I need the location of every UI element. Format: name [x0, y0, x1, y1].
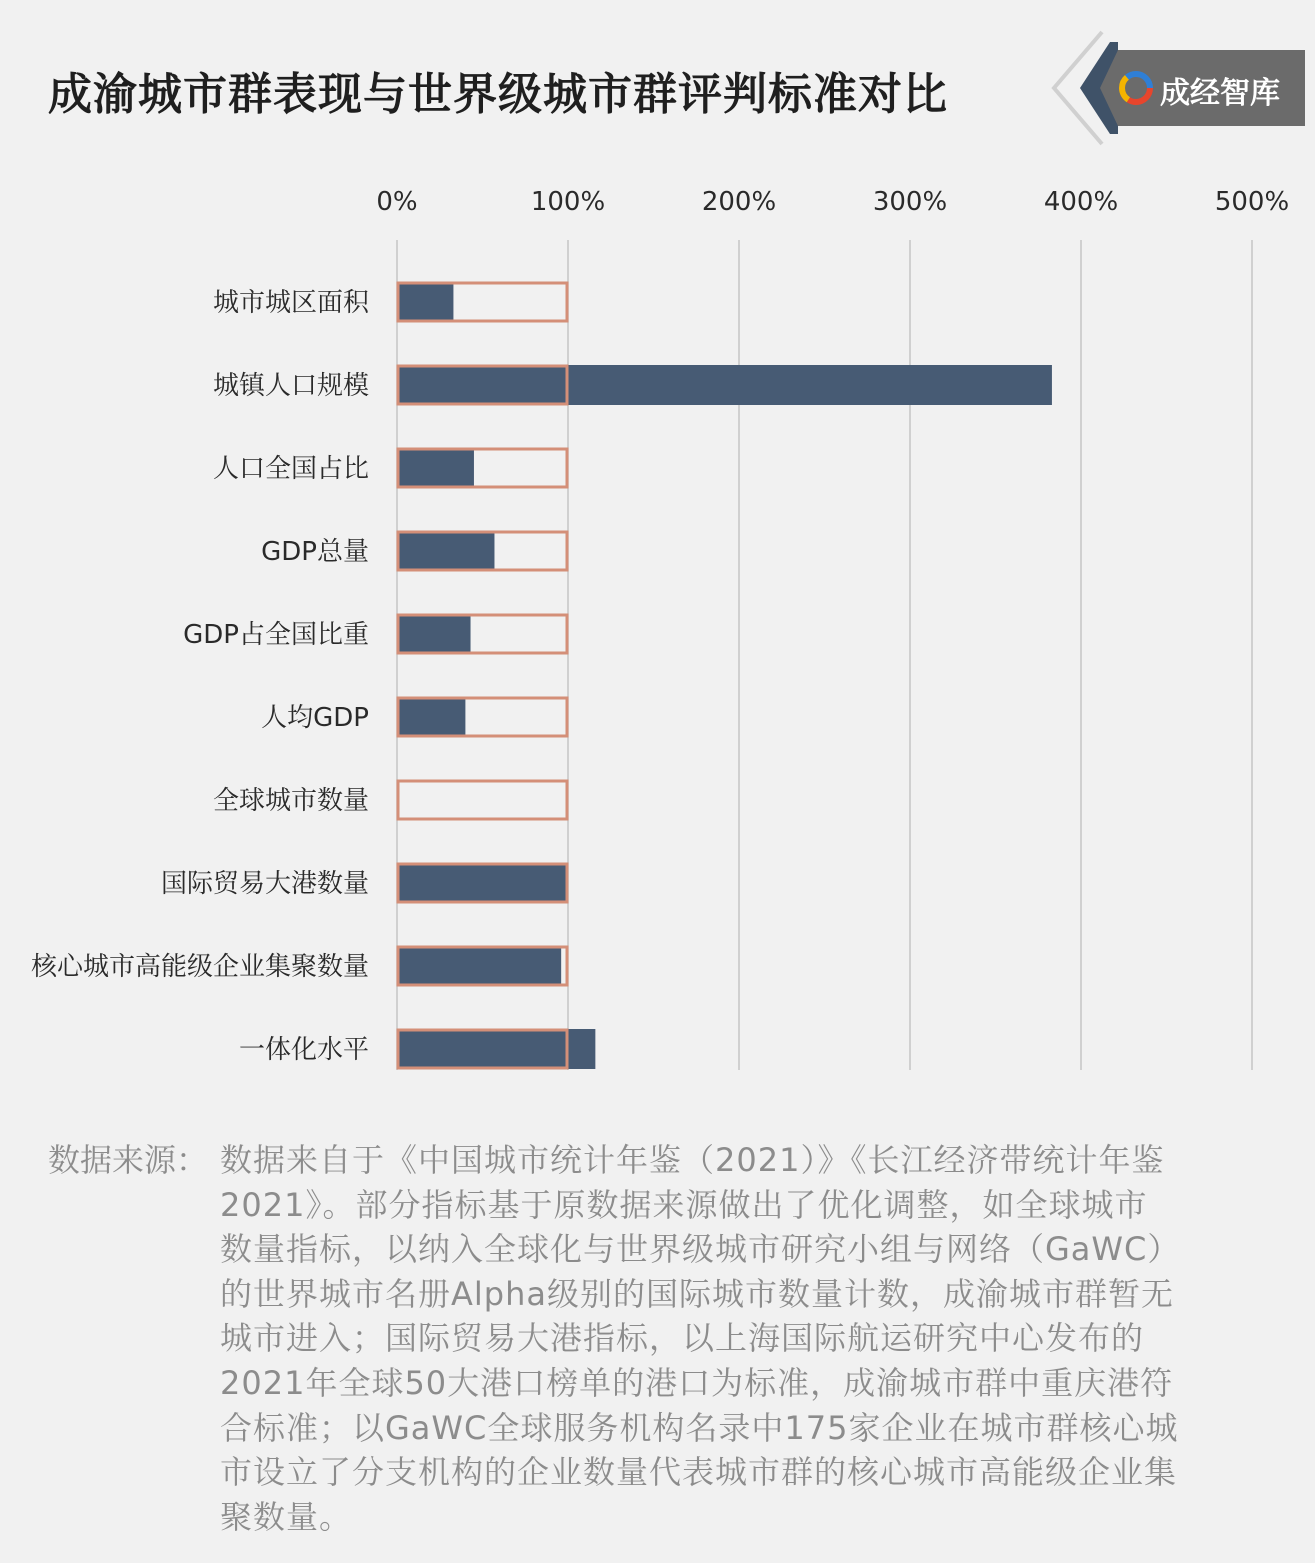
source-line: 合标准；以GaWC全球服务机构名录中175家企业在城市群核心城: [220, 1408, 1179, 1447]
page-title: 成渝城市群表现与世界级城市群评判标准对比: [48, 69, 948, 120]
source-line: 聚数量。: [220, 1497, 353, 1536]
x-axis-ticks: [376, 187, 1289, 217]
category-label: 城镇人口规模: [212, 371, 369, 401]
bar-actual: [398, 697, 465, 737]
x-tick-label: 100%: [530, 187, 606, 217]
source-text: [220, 1138, 1240, 1539]
x-tick-label: 0%: [376, 187, 418, 217]
category-label: 全球城市数量: [212, 786, 369, 816]
category-labels: [31, 288, 370, 1065]
category-label: 一体化水平: [238, 1035, 369, 1065]
bar-actual: [398, 365, 1052, 405]
bar-actual: [398, 531, 494, 571]
x-tick-label: 200%: [701, 187, 777, 217]
bars-layer: [398, 282, 1052, 1069]
category-label: 核心城市高能级企业集聚数量: [30, 952, 369, 982]
source-line: 2021年全球50大港口榜单的港口为标准，成渝城市群中重庆港符: [220, 1363, 1174, 1402]
bar-actual: [398, 946, 561, 986]
source-line: 2021》。部分指标基于原数据来源做出了优化调整，如全球城市: [220, 1185, 1148, 1224]
x-tick-label: 400%: [1043, 187, 1119, 217]
source-label: 数据来源：: [48, 1141, 209, 1179]
bar-actual: [398, 614, 471, 654]
x-tick-label: 300%: [872, 187, 948, 217]
category-label: 人口全国占比: [212, 454, 369, 484]
category-label: GDP占全国比重: [183, 620, 369, 650]
category-label: 国际贸易大港数量: [160, 869, 369, 899]
bar-actual: [398, 863, 568, 903]
source-line: 城市进入；国际贸易大港指标，以上海国际航运研究中心发布的: [220, 1319, 1145, 1358]
source-line: 市设立了分支机构的企业数量代表城市群的核心城市高能级企业集: [220, 1453, 1178, 1492]
brand-name: 成经智库: [1160, 76, 1280, 111]
bar-actual: [398, 282, 453, 322]
source-line: 的世界城市名册Alpha级别的国际城市数量计数，成渝城市群暂无: [220, 1274, 1174, 1313]
category-label: 人均GDP: [261, 703, 369, 733]
bar-actual: [398, 448, 474, 488]
category-label: 城市城区面积: [212, 288, 369, 318]
category-label: GDP总量: [261, 537, 369, 567]
source-line: 数量指标，以纳入全球化与世界级城市研究小组与网络（GaWC）: [220, 1230, 1181, 1269]
bar-chart: [0, 150, 1315, 1100]
bar-benchmark: [398, 781, 567, 819]
source-line: 数据来自于《中国城市统计年鉴（2021）》《长江经济带统计年鉴: [220, 1141, 1165, 1179]
x-tick-label: 500%: [1214, 187, 1290, 217]
